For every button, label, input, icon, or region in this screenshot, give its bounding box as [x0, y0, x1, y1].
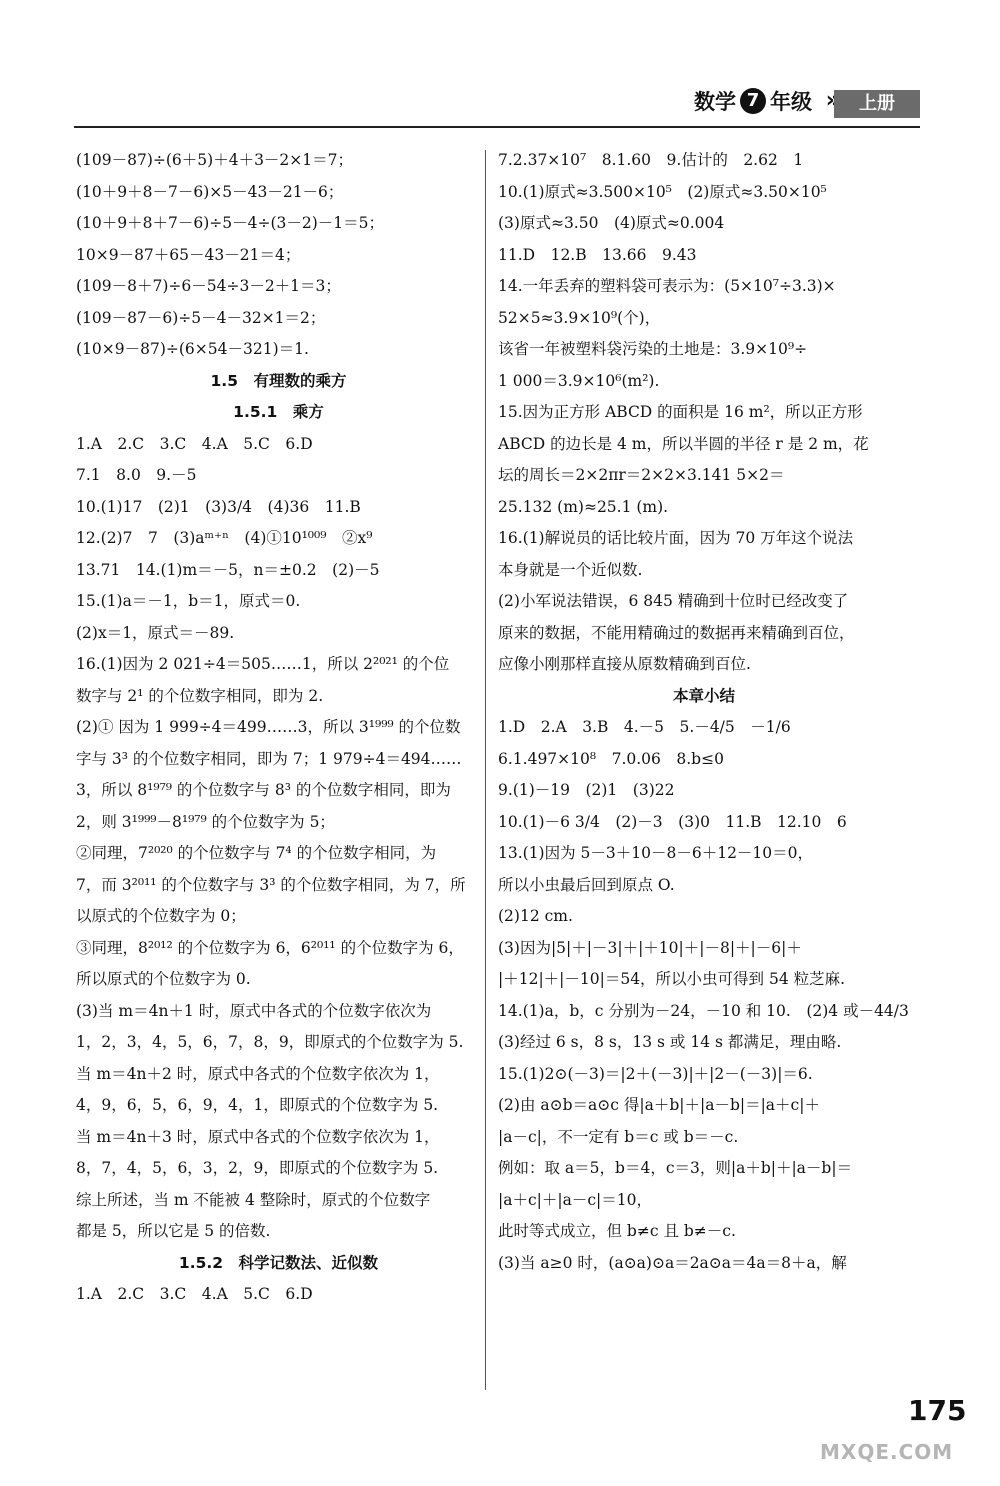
answer-line: (10＋9＋8－7－6)×5－43－21－6； [76, 182, 344, 201]
answer-line: 1.5.1 乘方 [233, 403, 324, 421]
answer-line: 数字与 2¹ 的个位数字相同，即为 2. [76, 686, 324, 705]
answer-line: ③同理，8²⁰¹² 的个位数字为 6，6²⁰¹¹ 的个位数字为 6， [76, 938, 464, 957]
answer-line: 7，而 3²⁰¹¹ 的个位数字与 3³ 的个位数字相同，为 7，所 [76, 875, 466, 894]
answer-line: 以原式的个位数字为 0； [76, 907, 246, 925]
answer-line: 所以原式的个位数字为 0. [76, 970, 251, 988]
answer-line: 1 000＝3.9×10⁶(m²). [498, 371, 660, 390]
header-subject [694, 86, 812, 116]
double-chevron-icon: » [825, 88, 834, 113]
answer-line: (2)x＝1，原式＝－89. [76, 623, 235, 642]
answer-line: 原来的数据，不能用精确过的数据再来精确到百位， [498, 623, 855, 642]
answer-line: 13.(1)因为 5－3＋10－8－6＋12－10＝0， [498, 844, 814, 862]
answer-line: 52×5≈3.9×10⁹(个)， [498, 308, 661, 327]
answer-line: |＋12|＋|－10|＝54，所以小虫可得到 54 粒芝麻. [498, 970, 846, 988]
answer-line: 该省一年被塑料袋污染的土地是：3.9×10⁹÷ [498, 340, 808, 358]
answer-line: 13.71 14.(1)m＝－5，n＝±0.2 (2)－5 [76, 560, 380, 579]
volume-badge: 上册 [834, 90, 920, 118]
answer-line: 11.D 12.B 13.66 9.43 [498, 245, 697, 264]
column-divider [485, 150, 486, 1390]
answer-line: (10＋9＋8＋7－6)÷5－4÷(3－2)－1＝5； [76, 214, 385, 232]
answer-line: (109－87－6)÷5－4－32×1＝2； [76, 308, 326, 327]
answer-line: 4，9，6，5，6，9，4，1，即原式的个位数字为 5. [76, 1096, 439, 1114]
answer-line: 9.(1)－19 (2)1 (3)22 [498, 781, 675, 799]
answer-line: 综上所述，当 m 不能被 4 整除时，原式的个位数字 [76, 1190, 431, 1209]
answer-line: 2，则 3¹⁹⁹⁹－8¹⁹⁷⁹ 的个位数字为 5； [76, 812, 335, 831]
answer-line: 应像小刚那样直接从原数精确到百位. [498, 655, 751, 673]
answer-line: 16.(1)解说员的话比较片面，因为 70 万年这个说法 [498, 529, 854, 547]
answer-line: 14.(1)a，b，c 分别为－24，－10 和 10. (2)4 或－44/3 [498, 1001, 909, 1020]
answer-line: 7.2.37×10⁷ 8.1.60 9.估计的 2.62 1 [498, 151, 804, 169]
answer-line: 此时等式成立，但 b≠c 且 b≠－c. [498, 1222, 736, 1240]
answer-line: 字与 3³ 的个位数字相同，即为 7；1 979÷4＝494…… [76, 749, 462, 768]
answer-line: ABCD 的边长是 4 m，所以半圆的半径 r 是 2 m，花 [498, 434, 869, 453]
right-column [498, 150, 910, 1284]
subject-label: 数学 [694, 90, 736, 114]
answer-line: 8，7，4，5，6，3，2，9，即原式的个位数字为 5. [76, 1159, 439, 1177]
page-number: 175 [908, 1394, 967, 1427]
answer-line: 10×9－87＋65－43－21＝4； [76, 245, 301, 264]
answer-line: 都是 5，所以它是 5 的倍数. [76, 1222, 271, 1240]
answer-line: 10.(1)17 (2)1 (3)3/4 (4)36 11.B [76, 497, 361, 516]
answer-line: 本身就是一个近似数. [498, 560, 643, 579]
answer-line: (3)当 a≥0 时，(a⊙a)⊙a＝2a⊙a＝4a＝8＋a，解 [498, 1253, 847, 1272]
answer-line: 坛的周长＝2×2πr＝2×2×3.141 5×2＝ [498, 466, 785, 484]
answer-line: (3)当 m＝4n＋1 时，原式中各式的个位数字依次为 [76, 1001, 432, 1020]
answer-line: (2)由 a⊙b＝a⊙c 得|a＋b|＋|a－b|＝|a＋c|＋ [498, 1096, 820, 1114]
answer-line: 1.5.2 科学记数法、近似数 [178, 1253, 379, 1272]
answer-line: 本章小结 [672, 686, 735, 705]
left-column [76, 150, 481, 1316]
answer-line: (2)12 cm. [498, 907, 573, 925]
answer-line: 所以小虫最后回到原点 O. [498, 875, 675, 894]
answer-line: 15.(1)a＝－1，b＝1，原式＝0. [76, 592, 301, 610]
answer-line: (109－87)÷(6＋5)＋4＋3－2×1＝7； [76, 151, 354, 169]
answer-line: 当 m＝4n＋2 时，原式中各式的个位数字依次为 1， [76, 1064, 440, 1083]
answer-line: 1.D 2.A 3.B 4.－5 5.－4/5 －1/6 [498, 718, 791, 736]
answer-line: (2)小军说法错误，6 845 精确到十位时已经改变了 [498, 592, 849, 610]
answer-line: (3)经过 6 s，8 s，13 s 或 14 s 都满足，理由略. [498, 1033, 842, 1051]
answer-line: (10×9－87)÷(6×54－321)＝1. [76, 340, 309, 358]
grade-badge: 7 [740, 88, 766, 114]
answer-line: 10.(1)－6 3/4 (2)－3 (3)0 11.B 12.10 6 [498, 812, 847, 831]
answer-line: 1.A 2.C 3.C 4.A 5.C 6.D [76, 1285, 313, 1303]
answer-line: 16.(1)因为 2 021÷4＝505……1，所以 2²⁰²¹ 的个位 [76, 655, 450, 673]
answer-line: 14.一年丢弃的塑料袋可表示为：(5×10⁷÷3.3)× [498, 277, 836, 295]
answer-line: 6.1.497×10⁸ 7.0.06 8.b≤0 [498, 749, 724, 768]
answer-line: 10.(1)原式≈3.500×10⁵ (2)原式≈3.50×10⁵ [498, 182, 827, 201]
answer-line: |a－c|，不一定有 b＝c 或 b＝－c. [498, 1127, 739, 1146]
answer-line: 25.132 (m)≈25.1 (m). [498, 497, 669, 516]
answer-line: 3，所以 8¹⁹⁷⁹ 的个位数字与 8³ 的个位数字相同，即为 [76, 781, 451, 799]
answer-line: 15.因为正方形 ABCD 的面积是 16 m²，所以正方形 [498, 403, 863, 421]
answer-line: (109－8＋7)÷6－54÷3－2＋1＝3； [76, 277, 341, 295]
page-header [74, 86, 920, 128]
answer-line: (3)因为|5|＋|－3|＋|＋10|＋|－8|＋|－6|＋ [498, 938, 802, 957]
answer-line: 15.(1)2⊙(－3)＝|2＋(－3)|＋|2－(－3)|＝6. [498, 1064, 813, 1083]
answer-line: ②同理，7²⁰²⁰ 的个位数字与 7⁴ 的个位数字相同，为 [76, 844, 437, 862]
answer-line: |a＋c|＋|a－c|＝10， [498, 1190, 652, 1209]
answer-line: 1.5 有理数的乘方 [210, 371, 347, 390]
answer-line: 7.1 8.0 9.－5 [76, 466, 197, 484]
answer-line: 1.A 2.C 3.C 4.A 5.C 6.D [76, 434, 313, 453]
answer-line: 12.(2)7 7 (3)aᵐ⁺ⁿ (4)①10¹⁰⁰⁹ ②x⁹ [76, 529, 373, 547]
answer-line: (2)① 因为 1 999÷4＝499……3，所以 3¹⁹⁹⁹ 的个位数 [76, 718, 461, 736]
answer-line: 例如：取 a＝5，b＝4，c＝3，则|a＋b|＋|a－b|＝ [498, 1159, 853, 1177]
answer-line: 1，2，3，4，5，6，7，8，9，即原式的个位数字为 5. [76, 1033, 464, 1051]
grade-label: 年级 [770, 90, 812, 114]
answer-line: (3)原式≈3.50 (4)原式≈0.004 [498, 214, 725, 232]
watermark-logo: MXQE.COM [820, 1440, 954, 1464]
answer-line: 当 m＝4n＋3 时，原式中各式的个位数字依次为 1， [76, 1127, 440, 1146]
